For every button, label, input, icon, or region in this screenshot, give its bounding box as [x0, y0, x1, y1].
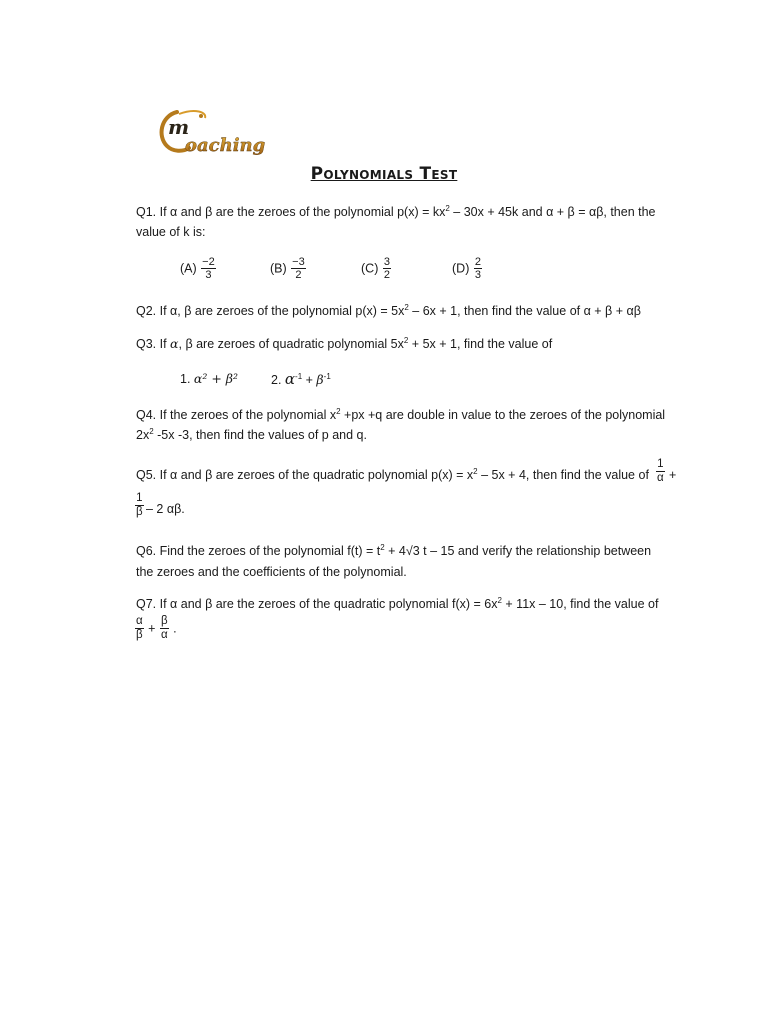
q6-line2: the zeroes and the coefficients of the polynomial.	[136, 565, 407, 579]
mcoaching-logo	[155, 106, 265, 158]
q1-line1: Q1. If α and β are the zeroes of the polynomial $p(x) = kx^2 - 30x + 45k$ and α + β = αβ, then the	[136, 204, 656, 219]
svg-text:m: m	[168, 115, 190, 139]
q6-line1: Q6. Find the zeroes of the polynomial $f(t) = t^2 + 4√3$ t – 15 and verify the relationship between	[136, 543, 652, 558]
q7-expression: $\frac{\alpha}{\beta}$ + $\frac{\beta}{\alpha}$ .	[136, 615, 177, 641]
q1-option-a: (A) $\frac{-2}{3}$	[180, 256, 215, 281]
q3-part1: 1. α² + β²	[180, 371, 239, 386]
q1-option-b: (B) $\frac{-3}{2}$	[270, 256, 305, 281]
q7-line1: Q7. If α and β are the zeroes of the quadratic polynomial $f(x) = 6x^2 + 11x - 10$, find the value of	[136, 596, 659, 611]
q5-fraction-1-over-alpha: $\frac{1}{\alpha}$	[657, 458, 664, 484]
q1-option-c: (C) $\frac{3}{2}$	[361, 256, 390, 281]
q3-part2: 2. $\alpha^{-1} + \beta^{-1}$	[271, 370, 331, 388]
q7-fraction-alpha-over-beta: $\frac{\alpha}{\beta}$	[136, 615, 143, 641]
page-title: Polynomials Test	[310, 164, 458, 184]
q4-line1: Q4. If the zeroes of the polynomial $x^2 +px +q$ are double in value to the zeroes of the polynomial	[136, 407, 666, 422]
q5-line1: Q5. If α and β are zeroes of the quadratic polynomial $p(x) = x^2 - 5x + 4$, then find the value of	[136, 467, 649, 482]
q2-text: Q2. If α, β are zeroes of the polynomial $p(x) = 5x^2 - 6x + 1$, then find the value of α + β + αβ	[136, 303, 641, 318]
q5-tail: – 2 αβ.	[146, 502, 185, 516]
svg-text:oaching: oaching	[185, 135, 265, 156]
q4-line2: $2x^2$ -5x -3, then find the values of p and q.	[136, 427, 367, 442]
q7-fraction-beta-over-alpha: $\frac{\beta}{\alpha}$	[160, 615, 168, 641]
q1-line2: value of k is:	[136, 225, 206, 239]
q5-plus: +	[669, 468, 677, 482]
q5-fraction-1-over-beta: $\frac{1}{\beta}$	[136, 492, 143, 518]
q1-option-d: (D) $\frac{2}{3}$	[452, 256, 481, 281]
q3-text: Q3. If α, β are zeroes of quadratic polynomial $5x^2 + 5x + 1$, find the value of	[136, 336, 553, 351]
